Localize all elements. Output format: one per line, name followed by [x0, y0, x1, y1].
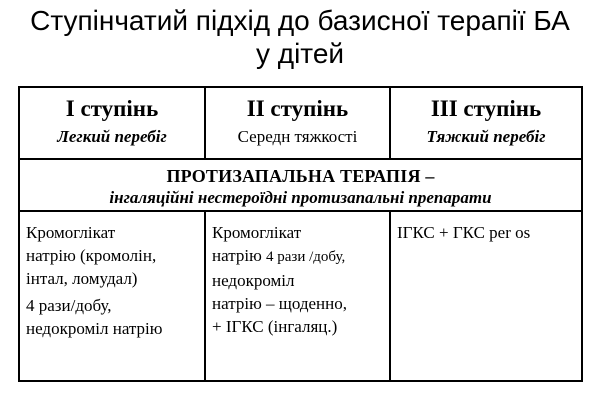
step-3-med-line-1: ІГКС + ГКС per os	[397, 223, 531, 242]
slide-title-line-2: у дітей	[255, 38, 345, 69]
slide-title	[0, 4, 600, 70]
step-2-med-line-4: натрію – щоденно,	[212, 294, 348, 313]
step-1-med-line-5: недокроміл натрію	[26, 319, 163, 338]
medication-row	[20, 212, 581, 380]
step-1-label: I ступінь	[65, 96, 159, 121]
step-1-med-line-2: натрію (кромолін,	[26, 246, 157, 265]
step-1-med-line-3: інтал, ломудал)	[26, 269, 138, 288]
step-1-med-line-1: Кромоглікат	[26, 223, 116, 242]
step-2-med-line-5: + ІГКС (інгаляц.)	[212, 317, 338, 336]
medication-cell-step-1	[20, 212, 206, 380]
step-2-med-line-2	[212, 244, 389, 269]
step-2-label: II ступінь	[246, 96, 349, 121]
slide-title-line-1: Ступінчатий підхід до базисної терапії БА	[30, 5, 570, 36]
table-header-row	[20, 88, 581, 160]
medication-cell-step-2	[206, 212, 391, 380]
therapy-type-row	[20, 160, 581, 212]
step-2-med-line-2a: натрію	[212, 246, 267, 265]
step-1-severity: Легкий перебіг	[57, 127, 167, 146]
therapy-table	[18, 86, 583, 382]
step-3-severity: Тяжкий перебіг	[426, 127, 546, 146]
header-cell-step-1	[20, 88, 206, 158]
step-2-med-dosage: 4 рази /добу,	[266, 249, 346, 265]
therapy-type-subtitle: інгаляційні нестероїдні протизапальні препарати	[109, 188, 492, 207]
medication-cell-step-3	[391, 212, 581, 380]
step-3-label: III ступінь	[430, 96, 542, 121]
header-cell-step-3	[391, 88, 581, 158]
therapy-type-title: ПРОТИЗАПАЛЬНА ТЕРАПІЯ –	[166, 166, 435, 186]
header-cell-step-2	[206, 88, 391, 158]
step-2-med-line-1: Кромоглікат	[212, 223, 302, 242]
step-1-med-line-4: 4 рази/добу,	[26, 296, 112, 315]
step-2-med-line-3: недокроміл	[212, 271, 295, 290]
step-2-severity: Середн тяжкості	[237, 127, 358, 146]
